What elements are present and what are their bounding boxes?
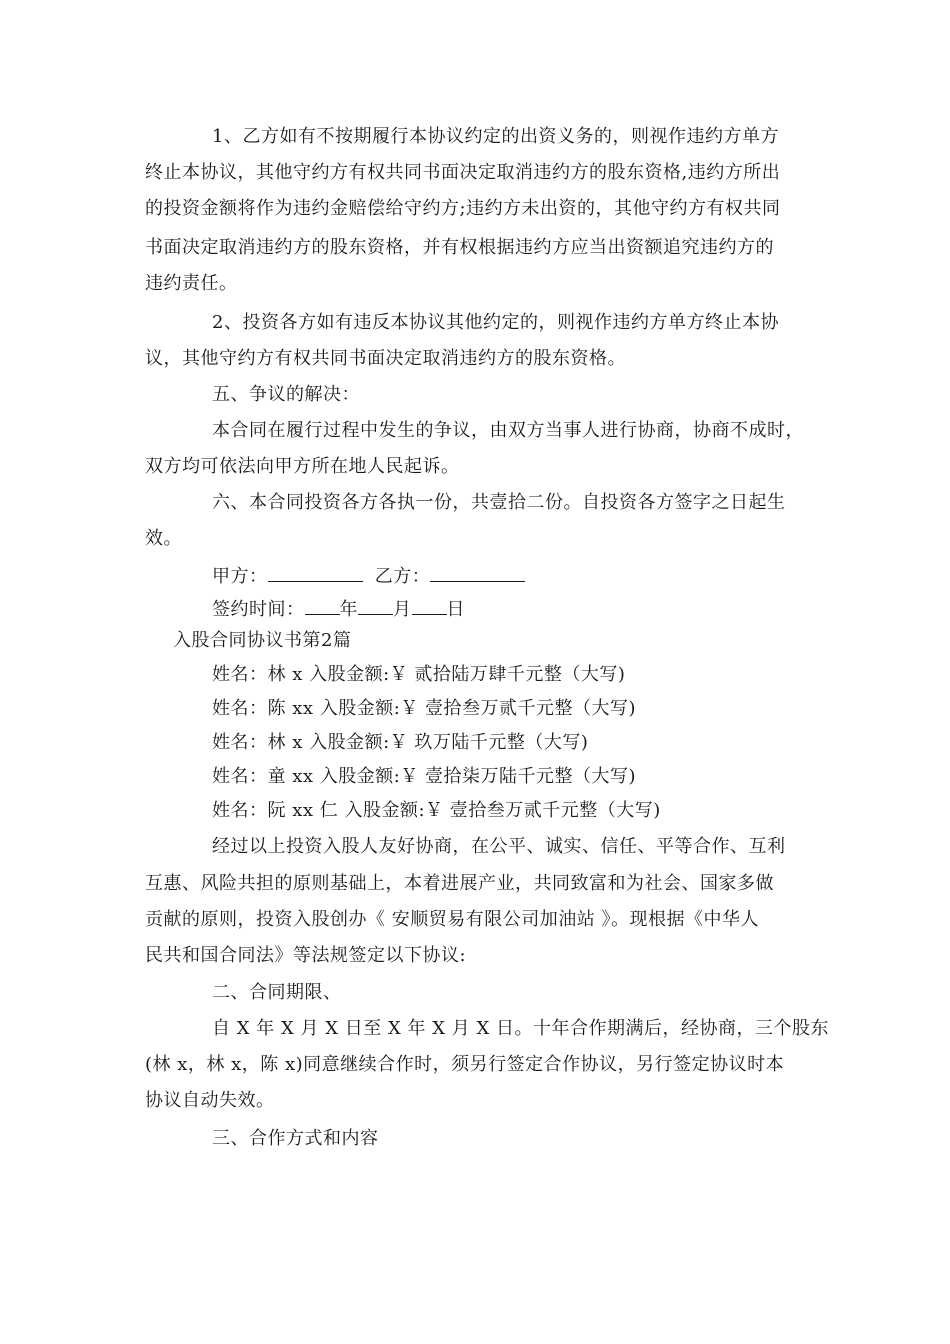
- day-blank: [412, 596, 447, 615]
- section-title: 入股合同协议书第2篇: [173, 630, 352, 651]
- shareholder-line: 姓名：陈 xx 入股金额:￥ 壹拾叁万贰千元整（大写): [212, 698, 637, 719]
- paragraph-line: 终止本协议，其他守约方有权共同书面决定取消违约方的股东资格,违约方所出: [145, 162, 781, 183]
- shareholder-line: 姓名：林 x 入股金额:￥ 贰拾陆万肆千元整（大写): [212, 664, 626, 685]
- date-label: 签约时间：: [212, 599, 305, 620]
- paragraph-line: 1、乙方如有不按期履行本协议约定的出资义务的，则视作违约方单方: [212, 126, 779, 147]
- paragraph-line: 经过以上投资入股人友好协商，在公平、诚实、信任、平等合作、互利: [212, 836, 786, 857]
- paragraph-line: 效。: [145, 528, 182, 549]
- signature-date: [212, 596, 465, 622]
- party-b-label: 乙方：: [374, 566, 431, 587]
- shareholder-line: 姓名：阮 xx 仁 入股金额:￥ 壹拾叁万贰千元整（大写): [212, 800, 661, 821]
- party-a-blank: [268, 563, 363, 582]
- party-b-blank: [430, 563, 525, 582]
- paragraph-line: 自 X 年 X 月 X 日至 X 年 X 月 X 日。十年合作期满后，经协商，三个股东: [212, 1018, 830, 1039]
- year-label: 年: [339, 599, 358, 620]
- paragraph-line: 民共和国合同法》等法规签定以下协议:: [145, 945, 467, 966]
- paragraph-line: 书面决定取消违约方的股东资格，并有权根据违约方应当出资额追究违约方的: [145, 237, 774, 258]
- paragraph-line: 互惠、风险共担的原则基础上，本着进展产业，共同致富和为社会、国家多做: [145, 873, 774, 894]
- day-label: 日: [446, 599, 465, 620]
- year-blank: [305, 596, 340, 615]
- paragraph-line: 贡献的原则，投资入股创办《 安顺贸易有限公司加油站 》。现根据《中华人: [145, 909, 759, 930]
- paragraph-line: (林 x，林 x，陈 x)同意继续合作时，须另行签定合作协议，另行签定协议时本: [145, 1054, 785, 1075]
- signature-parties: [212, 563, 525, 589]
- paragraph-line: 双方均可依法向甲方所在地人民起诉。: [145, 456, 460, 477]
- paragraph-line: 六、本合同投资各方各执一份，共壹拾二份。自投资各方签字之日起生: [212, 492, 786, 513]
- party-a-label: 甲方：: [212, 566, 268, 587]
- paragraph-line: 本合同在履行过程中发生的争议，由双方当事人进行协商，协商不成时，: [212, 420, 804, 441]
- section-heading: 三、合作方式和内容: [212, 1128, 379, 1149]
- paragraph-line: 违约责任。: [145, 273, 238, 294]
- section-heading: 二、合同期限、: [212, 982, 342, 1003]
- month-label: 月: [393, 599, 412, 620]
- paragraph-line: 的投资金额将作为违约金赔偿给守约方;违约方未出资的，其他守约方有权共同: [145, 198, 781, 219]
- month-blank: [358, 596, 393, 615]
- paragraph-line: 协议自动失效。: [145, 1090, 275, 1111]
- paragraph-line: 议，其他守约方有权共同书面决定取消违约方的股东资格。: [145, 348, 626, 369]
- section-heading: 五、争议的解决：: [212, 384, 360, 405]
- shareholder-line: 姓名：林 x 入股金额:￥ 玖万陆千元整（大写): [212, 732, 589, 753]
- shareholder-line: 姓名：童 xx 入股金额:￥ 壹拾柒万陆千元整（大写): [212, 766, 637, 787]
- paragraph-line: 2、投资各方如有违反本协议其他约定的，则视作违约方单方终止本协: [212, 312, 779, 333]
